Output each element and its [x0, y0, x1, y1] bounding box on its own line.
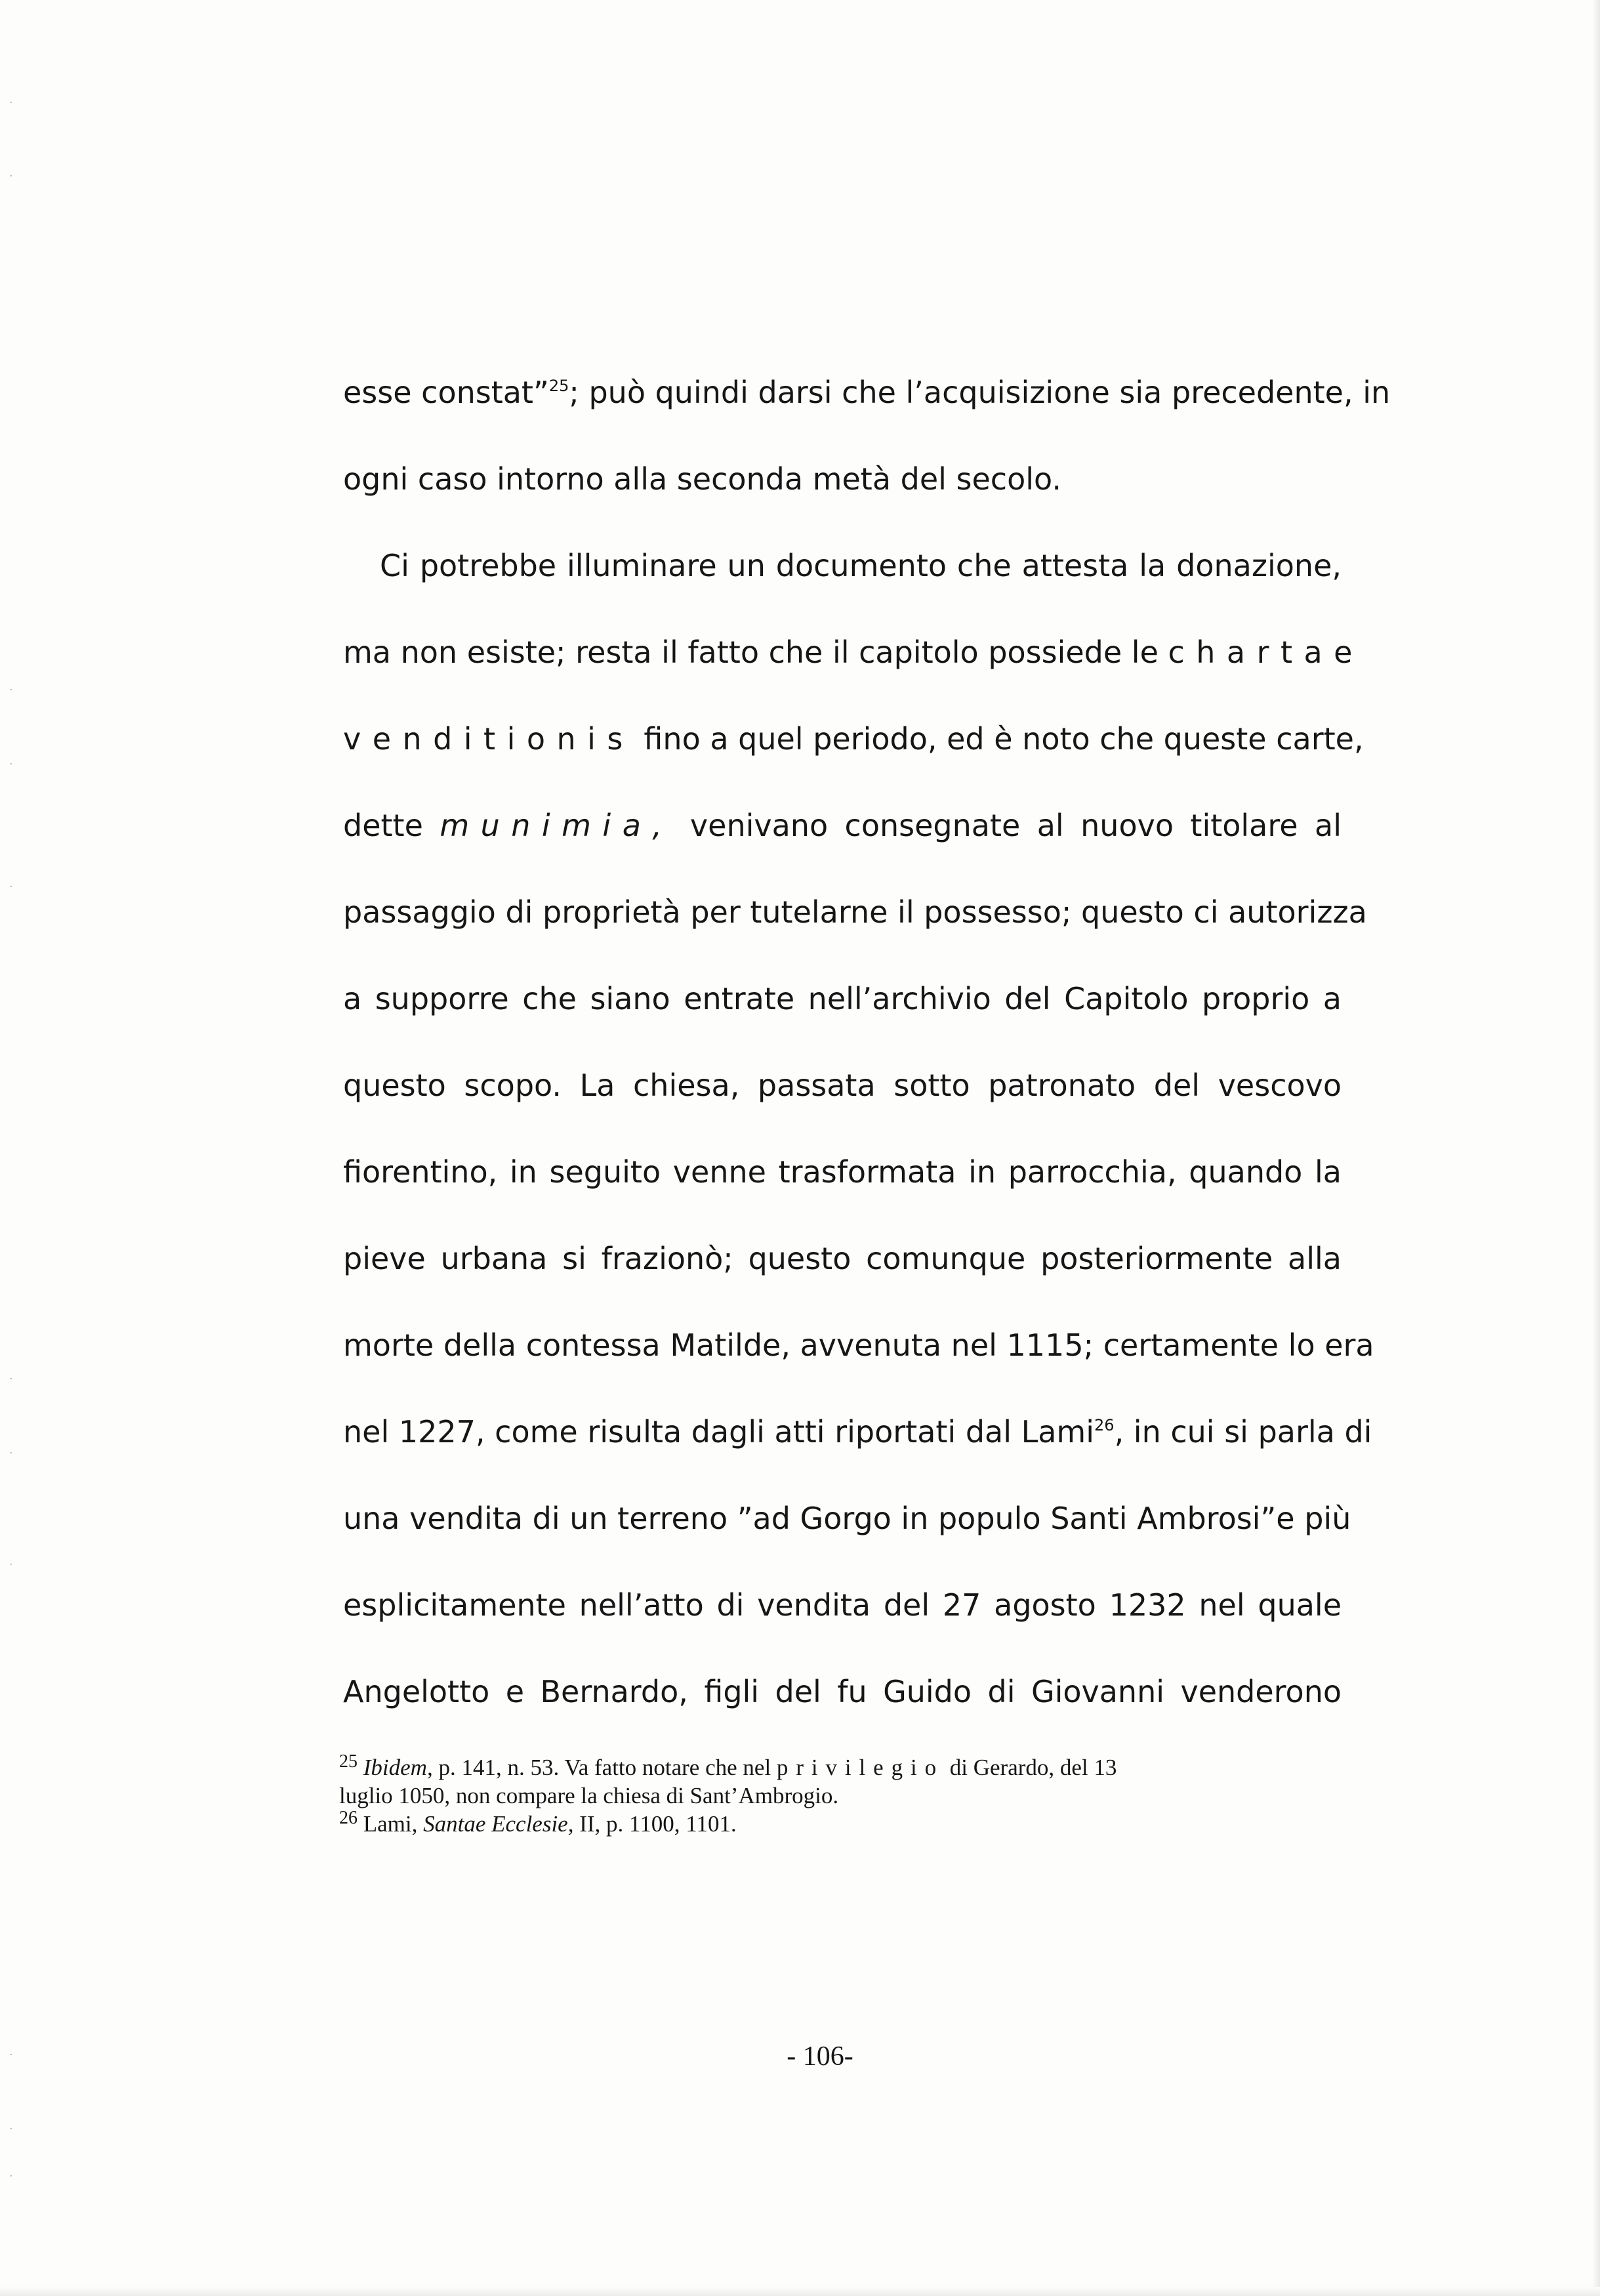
page-number: - 106-	[787, 2041, 853, 2072]
scan-edge-bottom	[0, 2287, 1600, 2296]
text-run: Ci potrebbe illuminare un documento che attesta la donazione,	[380, 548, 1342, 583]
text-run: nel 1227, come risulta dagli atti riportati dal Lami	[343, 1414, 1095, 1450]
text-run: , in cui si parla di	[1114, 1414, 1372, 1450]
binding-hole-mark: ·	[9, 880, 13, 894]
spaced-term: venditionis	[343, 721, 634, 757]
text-line	[343, 706, 1364, 793]
footnote-number: 25	[339, 1751, 358, 1772]
text-run: a supporre che siano entrate nell’archivio del Capitolo proprio a	[343, 981, 1342, 1016]
spaced-term: munimia,	[440, 808, 674, 843]
spaced-term: privilegio	[776, 1755, 945, 1780]
footnotes	[339, 1753, 1336, 1838]
binding-hole-mark: ·	[9, 1446, 13, 1460]
text-run: questo scopo. La chiesa, passata sotto patronato del vescovo	[343, 1068, 1342, 1103]
text-line	[343, 1399, 1372, 1486]
text-run: passaggio di proprietà per tutelarne il possesso; questo ci autorizza	[343, 894, 1367, 930]
binding-hole-mark: ·	[9, 1372, 13, 1386]
text-line	[343, 879, 1367, 966]
text-line	[343, 1659, 1342, 1745]
binding-hole-mark: ·	[9, 2048, 13, 2062]
text-line	[343, 619, 1364, 706]
text-run: luglio 1050, non compare la chiesa di Sant’Ambrogio.	[339, 1783, 839, 1808]
footnote-26	[339, 1810, 1336, 1838]
text-run: esplicitamente nell’atto di vendita del 27 agosto 1232 nel quale	[343, 1587, 1342, 1623]
binding-hole-mark: ·	[9, 169, 13, 183]
body-text	[343, 360, 1391, 1745]
text-run: pieve urbana si frazionò; questo comunque posteriormente alla	[343, 1241, 1342, 1276]
binding-hole-mark: ·	[9, 1558, 13, 1572]
binding-hole-mark: ·	[9, 2169, 13, 2183]
text-line	[343, 1226, 1342, 1312]
footnote-25	[339, 1753, 1336, 1782]
text-run: dette	[343, 808, 440, 843]
text-run: p. 141, n. 53. Va fatto notare che nel	[432, 1755, 777, 1780]
text-run: Angelotto e Bernardo, figli del fu Guido di Giovanni venderono	[343, 1674, 1342, 1709]
spaced-term: chartae	[1168, 635, 1364, 670]
text-run: fiorentino, in seguito venne trasformata in parrocchia, quando la	[343, 1154, 1342, 1190]
footnote-reference: 25	[548, 377, 569, 395]
scan-edge-right	[1592, 0, 1600, 2296]
footnote-number: 26	[339, 1808, 358, 1828]
text-line	[343, 1139, 1342, 1226]
text-run: di Gerardo, del 13	[944, 1755, 1117, 1780]
text-line	[343, 360, 1391, 446]
footnote-citation: Ibidem,	[363, 1755, 433, 1780]
text-line	[343, 793, 1342, 879]
text-line	[343, 1572, 1342, 1659]
binding-hole-mark: ·	[9, 2122, 13, 2136]
footnote-reference: 26	[1094, 1416, 1115, 1434]
binding-hole-mark: ·	[9, 683, 13, 697]
text-run: II, p. 1100, 1101.	[573, 1811, 737, 1837]
text-run: ogni caso intorno alla seconda metà del secolo.	[343, 461, 1061, 497]
text-run: venivano consegnate al nuovo titolare al	[673, 808, 1342, 843]
binding-hole-mark: ·	[9, 96, 13, 110]
text-line	[343, 446, 1342, 533]
text-line	[343, 533, 1342, 619]
text-line	[343, 1486, 1351, 1572]
footnote-25-continued	[339, 1782, 1336, 1810]
text-run: una vendita di un terreno ”ad Gorgo in populo Santi Ambrosi”e più	[343, 1501, 1351, 1536]
binding-hole-mark: ·	[9, 757, 13, 771]
text-line	[343, 1053, 1342, 1139]
text-run: morte della contessa Matilde, avvenuta nel 1115; certamente lo era	[343, 1327, 1374, 1363]
text-run: esse constat”	[343, 375, 549, 410]
text-line	[343, 966, 1342, 1053]
footnote-citation: Santae Ecclesie,	[423, 1811, 574, 1837]
text-line	[343, 1312, 1374, 1399]
text-run: ; può quindi darsi che l’acquisizione sia precedente, in	[569, 375, 1391, 410]
text-run: fino a quel periodo, ed è noto che queste carte,	[634, 721, 1364, 757]
text-run: ma non esiste; resta il fatto che il capitolo possiede le	[343, 635, 1168, 670]
text-run: Lami,	[358, 1811, 424, 1837]
